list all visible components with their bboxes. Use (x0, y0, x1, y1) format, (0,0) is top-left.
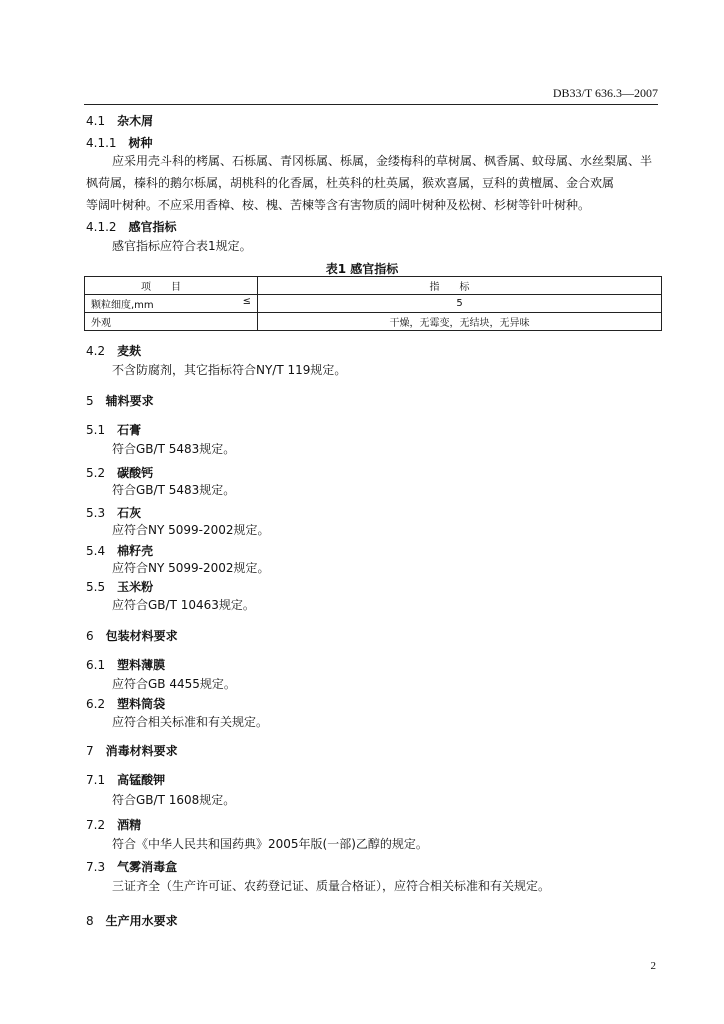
paragraph-7-2: 符合《中华人民共和国药典》2005年版(一部)乙醇的规定。 (112, 837, 428, 851)
paragraph-6-1: 应符合GB 4455规定。 (112, 677, 236, 691)
heading-4-1-2: 4.1.2 感官指标 (86, 220, 177, 234)
paragraph-tree-species: 应采用壳斗科的栲属、石栎属、青冈栎属、栎属，金缕梅科的草树属、枫香属、蚊母属、水丝梨属、半 枫荷属，榛科的鹅尔栎属，胡桃科的化香属，杜英科的杜英属，猴欢喜属，豆科的黄檀属、金合欢属 等阔叶树种。不应采用香樟、桉、槐、苦楝等含有害物质的阔叶树种及松树、杉树等针叶树种。 (86, 154, 653, 212)
heading-4-1: 4.1 杂木屑 (86, 114, 154, 128)
heading-4-2: 4.2 麦麸 (86, 344, 142, 358)
table-cell-value: 干燥，无霉变，无结块，无异味 (258, 313, 662, 331)
paragraph-6-2: 应符合相关标准和有关规定。 (112, 715, 269, 729)
heading-5-4: 5.4 棉籽壳 (86, 544, 154, 558)
paragraph-7-3: 三证齐全（生产许可证、农药登记证、质量合格证），应符合相关标准和有关规定。 (112, 879, 551, 893)
heading-7-1: 7.1 高锰酸钾 (86, 773, 166, 787)
header-rule (84, 104, 658, 105)
table-header-value: 指标 (258, 277, 662, 295)
heading-7: 7 消毒材料要求 (86, 744, 178, 758)
paragraph-5-2: 符合GB/T 5483规定。 (112, 483, 236, 497)
heading-8: 8 生产用水要求 (86, 914, 178, 928)
heading-7-2: 7.2 酒精 (86, 818, 142, 832)
heading-5-5: 5.5 玉米粉 (86, 580, 154, 594)
heading-5-2: 5.2 碳酸钙 (86, 466, 154, 480)
paragraph-5-3: 应符合NY 5099-2002规定。 (112, 523, 270, 537)
heading-5-1: 5.1 石膏 (86, 423, 142, 437)
paragraph-5-5: 应符合GB/T 10463规定。 (112, 598, 255, 612)
table-caption: 表1 感官指标 (325, 262, 399, 276)
table-cell-value: 5 (258, 295, 662, 313)
sensory-table (84, 276, 662, 331)
table-cell-item: 颗粒细度,mm ≤ (85, 295, 258, 313)
table-header-item: 项目 (85, 277, 258, 295)
table-cell-item: 外观 (85, 313, 258, 331)
heading-5: 5 辅料要求 (86, 394, 154, 408)
table-header-row (85, 277, 662, 295)
heading-5-3: 5.3 石灰 (86, 506, 142, 520)
page-number: 2 (650, 960, 656, 972)
table-row (85, 295, 662, 313)
heading-4-1-1: 4.1.1 树种 (86, 136, 153, 150)
paragraph-sensory: 感官指标应符合表1规定。 (112, 239, 252, 253)
paragraph-5-4: 应符合NY 5099-2002规定。 (112, 561, 270, 575)
heading-7-3: 7.3 气雾消毒盒 (86, 860, 178, 874)
heading-6: 6 包装材料要求 (86, 629, 178, 643)
document-code: DB33/T 636.3—2007 (552, 86, 658, 100)
heading-6-1: 6.1 塑料薄膜 (86, 658, 166, 672)
paragraph-5-1: 符合GB/T 5483规定。 (112, 442, 236, 456)
paragraph-bran: 不含防腐剂，其它指标符合NY/T 119规定。 (112, 363, 347, 377)
paragraph-7-1: 符合GB/T 1608规定。 (112, 793, 236, 807)
heading-6-2: 6.2 塑料筒袋 (86, 697, 166, 711)
table-row (85, 313, 662, 331)
